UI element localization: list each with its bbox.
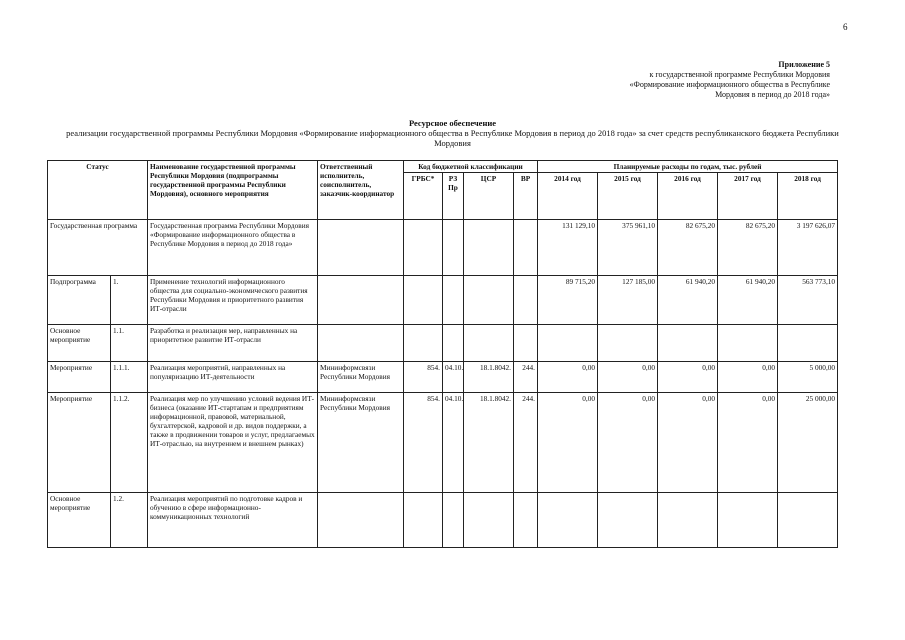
cell-rz [443,276,464,325]
cell-rz [443,325,464,362]
cell-status: Государственная программа [48,220,148,276]
cell-status: Мероприятие [48,362,111,393]
cell-name: Государственная программа Республики Мордовия «Формирование информационного общества в Республике Мордовия в период до 2018 года» [148,220,318,276]
cell-executor: Мининформсвязи Республики Мордовия [318,362,404,393]
cell-2015 [598,325,658,362]
document-title: Ресурсное обеспечение [408,118,497,128]
cell-status: Подпрограмма [48,276,111,325]
cell-vr [514,325,538,362]
cell-executor [318,276,404,325]
cell-2016: 82 675,20 [658,220,718,276]
cell-2018: 3 197 626,07 [778,220,838,276]
document-subtitle: реализации государственной программы Республики Мордовия «Формирование информационного общества в Республике Мордовия в период до 2018 года» за счет средств республиканского бюджета Республики Мордовия [66,128,839,148]
cell-2015: 127 185,00 [598,276,658,325]
cell-2016: 61 940,20 [658,276,718,325]
cell-status: Основное мероприятие [48,493,111,548]
cell-csr [464,276,514,325]
cell-2018 [778,493,838,548]
table-row [48,493,838,548]
cell-num: 1.1.1. [111,362,148,393]
cell-num: 1. [111,276,148,325]
cell-csr: 18.1.8042. [464,393,514,493]
cell-2014: 0,00 [538,393,598,493]
table-row [48,276,838,325]
header-executor: Ответственный исполнитель, соисполнитель, заказчик-координатор [318,161,404,220]
table-row [48,325,838,362]
cell-status: Основное мероприятие [48,325,111,362]
table-row [48,393,838,493]
cell-status: Мероприятие [48,393,111,493]
cell-2015: 375 961,10 [598,220,658,276]
appendix-title: Приложение 5 [778,60,830,69]
cell-csr [464,493,514,548]
cell-num: 1.1. [111,325,148,362]
page-number: 6 [843,22,848,32]
cell-2018: 563 773,10 [778,276,838,325]
cell-2018: 5 000,00 [778,362,838,393]
cell-grbs: 854. [404,393,443,493]
cell-name: Применение технологий информационного общества для социально-экономического развития Республики Мордовия и приоритетного развития ИТ-отрасли [148,276,318,325]
cell-2017 [718,493,778,548]
header-year-2014: 2014 год [538,173,598,220]
header-year-2017: 2017 год [718,173,778,220]
cell-num: 1.2. [111,493,148,548]
header-year-2016: 2016 год [658,173,718,220]
header-name: Наименование государственной программы Республики Мордовия (подпрограммы государственной программы Республики Мордовия), основного мероприятия [148,161,318,220]
header-vr: ВР [514,173,538,220]
cell-rz: 04.10. [443,362,464,393]
header-csr: ЦСР [464,173,514,220]
header-grbs: ГРБС* [404,173,443,220]
cell-csr [464,325,514,362]
cell-vr [514,220,538,276]
cell-2017: 0,00 [718,393,778,493]
cell-name: Реализация мероприятий по подготовке кадров и обучению в сфере информационно-коммуникационных технологий [148,493,318,548]
cell-grbs [404,493,443,548]
cell-name: Реализация мер по улучшению условий ведения ИТ-бизнеса (оказание ИТ-стартапам и предприятиям информационной, правовой, материальной, бухгалтерской, кадровой и др. видов поддержки, а также в продвижении товаров и услуг, предлагаемых ИТ-отраслью, на внутреннем и внешнем рынках) [148,393,318,493]
cell-executor [318,220,404,276]
cell-2017: 82 675,20 [718,220,778,276]
header-year-2018: 2018 год [778,173,838,220]
cell-2017: 0,00 [718,362,778,393]
header-rz: РЗ Пр [443,173,464,220]
cell-vr [514,493,538,548]
appendix-line: Мордовия в период до 2018 года» [715,90,830,99]
cell-2016: 0,00 [658,362,718,393]
cell-2014: 131 129,10 [538,220,598,276]
cell-vr [514,276,538,325]
cell-2014 [538,493,598,548]
document-heading [0,118,905,148]
table-row [48,220,838,276]
cell-csr [464,220,514,276]
header-budget-code: Код бюджетной классификации [404,161,538,173]
cell-csr: 18.1.8042. [464,362,514,393]
appendix-line: «Формирование информационного общества в Республике [629,80,830,89]
cell-grbs: 854. [404,362,443,393]
cell-executor: Мининформсвязи Республики Мордовия [318,393,404,493]
cell-2018: 25 000,00 [778,393,838,493]
cell-grbs [404,325,443,362]
cell-2016 [658,493,718,548]
cell-rz [443,220,464,276]
resource-table [47,160,838,548]
header-year-2015: 2015 год [598,173,658,220]
cell-rz [443,493,464,548]
appendix-note [630,60,831,100]
cell-2014: 0,00 [538,362,598,393]
cell-vr: 244. [514,393,538,493]
cell-2015: 0,00 [598,362,658,393]
cell-grbs [404,276,443,325]
header-status: Статус [48,161,148,220]
cell-executor [318,493,404,548]
table-row [48,362,838,393]
cell-2015 [598,493,658,548]
cell-2016: 0,00 [658,393,718,493]
cell-num: 1.1.2. [111,393,148,493]
cell-2016 [658,325,718,362]
cell-name: Реализация мероприятий, направленных на популяризацию ИТ-деятельности [148,362,318,393]
header-planned-expenses: Планируемые расходы по годам, тыс. рублей [538,161,838,173]
cell-2017: 61 940,20 [718,276,778,325]
cell-executor [318,325,404,362]
cell-2015: 0,00 [598,393,658,493]
cell-2017 [718,325,778,362]
cell-rz: 04.10. [443,393,464,493]
cell-2014: 89 715,20 [538,276,598,325]
cell-2014 [538,325,598,362]
cell-name: Разработка и реализация мер, направленных на приоритетное развитие ИТ-отрасли [148,325,318,362]
cell-2018 [778,325,838,362]
appendix-line: к государственной программе Республики Мордовия [649,70,830,79]
cell-vr: 244. [514,362,538,393]
cell-grbs [404,220,443,276]
